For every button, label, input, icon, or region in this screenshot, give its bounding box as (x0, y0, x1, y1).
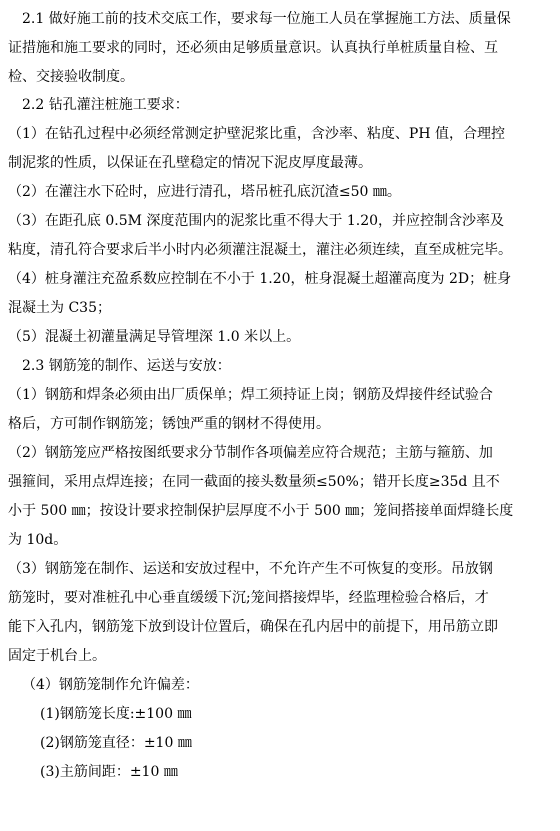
text-line: 2.1 做好施工前的技术交底工作，要求每一位施工人员在掌握施工方法、质量保 (22, 11, 511, 27)
text-line: 混凝土为 C35； (8, 300, 111, 316)
text-line: （3）在距孔底 0.5M 深度范围内的泥浆比重不得大于 1.20，并应控制含沙率及 (8, 213, 505, 229)
text-line: 筋笼时，要对准桩孔中心垂直缓缓下沉;笼间搭接焊毕，经监理检验合格后，才 (8, 590, 489, 606)
text-line: 证措施和施工要求的同时，还必须由足够质量意识。认真执行单桩质量自检、互 (8, 40, 498, 56)
section-heading: 2.3 钢筋笼的制作、运送与安放： (22, 358, 231, 374)
text-line: 固定于机台上。 (8, 648, 106, 664)
text-line: 检、交接验收制度。 (8, 69, 134, 85)
text-line: （4）桩身灌注充盈系数应控制在不小于 1.20，桩身混凝土超灌高度为 2D；桩身 (8, 271, 512, 287)
text-line: 强箍间，采用点焊连接；在同一截面的接头数量须≤50%；错开长度≥35d 且不 (8, 474, 500, 490)
text-line: （4）钢筋笼制作允许偏差： (22, 677, 199, 693)
text-line: 格后，方可制作钢筋笼；锈蚀严重的钢材不得使用。 (8, 416, 330, 432)
list-item: (3)主筋间距：±10 ㎜ (40, 764, 178, 780)
text-line: （1）在钻孔过程中必须经常测定护壁泥浆比重，含沙率、粘度、PH 值，合理控 (8, 126, 505, 142)
text-line: （5）混凝土初灌量满足导管埋深 1.0 米以上。 (8, 329, 301, 345)
list-item: (2)钢筋笼直径：±10 ㎜ (40, 735, 192, 751)
text-line: （3）钢筋笼在制作、运送和安放过程中，不允许产生不可恢复的变形。吊放钢 (8, 561, 493, 577)
text-line: （2）在灌注水下砼时，应进行清孔，塔吊桩孔底沉渣≤50 ㎜。 (8, 184, 401, 200)
text-line: （1）钢筋和焊条必须由出厂质保单；焊工须持证上岗；钢筋及焊接件经试验合 (8, 387, 493, 403)
list-item: (1)钢筋笼长度:±100 ㎜ (40, 706, 192, 722)
text-line: 能下入孔内，钢筋笼下放到设计位置后，确保在孔内居中的前提下，用吊筋立即 (8, 619, 498, 635)
section-heading: 2.2 钻孔灌注桩施工要求： (22, 97, 189, 113)
text-line: 小于 500 ㎜；按设计要求控制保护层厚度不小于 500 ㎜；笼间搭接单面焊缝长度 (8, 503, 514, 519)
text-line: 为 10d。 (8, 532, 68, 548)
text-line: （2）钢筋笼应严格按图纸要求分节制作各项偏差应符合规范；主筋与箍筋、加 (8, 445, 493, 461)
text-line: 制泥浆的性质，以保证在孔壁稳定的情况下泥皮厚度最薄。 (8, 155, 372, 171)
text-line: 粘度，清孔符合要求后半小时内必须灌注混凝土，灌注必须连续，直至成桩完毕。 (8, 242, 512, 258)
